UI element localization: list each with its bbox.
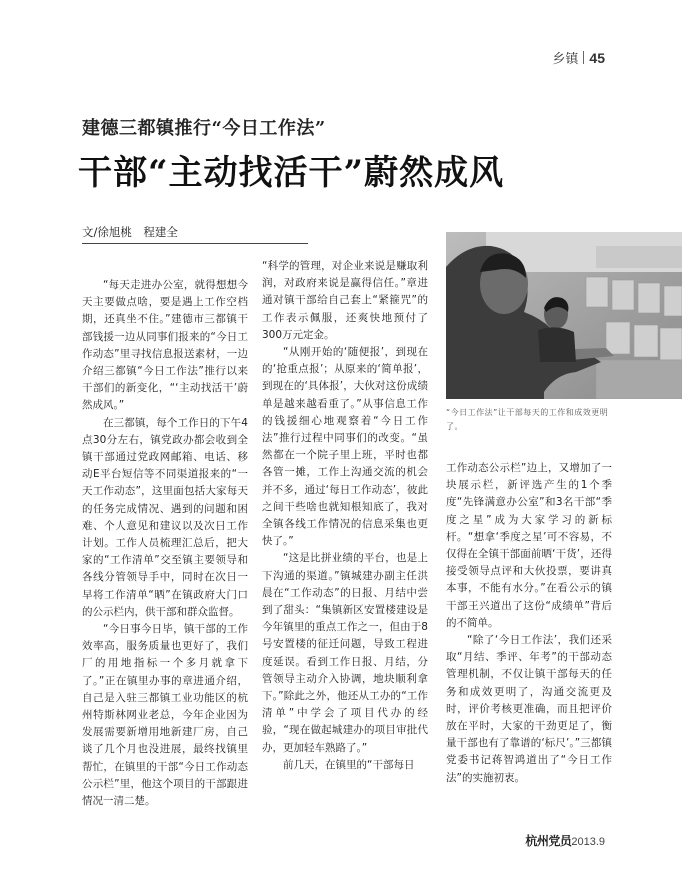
page-header <box>552 48 605 67</box>
article-byline: 文/徐旭桃 程建全 <box>82 225 178 239</box>
article-title: 干部“主动找活干”蔚然成风 <box>78 153 505 193</box>
magazine-brand: 杭州党员 <box>525 834 572 848</box>
page-footer <box>525 832 605 849</box>
article-kicker: 建德三都镇推行“今日工作法” <box>82 118 326 139</box>
text-column-3 <box>446 460 612 787</box>
issue-number: 2013.9 <box>571 836 605 848</box>
section-name: 乡镇 <box>552 52 579 67</box>
paragraph: 在三都镇，每个工作日的下午4点30分左右，镇党政办都会收到全镇干部通过党政网邮箱、电话、移动E平台短信等不同渠道报来的“一天工作动态”，这里面包括大家每天的任务完成情况、遇到的问题和困难、个人意见和建议以及次日工作计划。工作人员梳理汇总后，把大家的“工作清单”交至镇主要领导和各线分管领导手中，同时在次日一早将工作清单“晒”在镇政府大门口的公示栏内，供干部和群众监督。 <box>82 416 248 618</box>
paragraph: “科学的管理，对企业来说是赚取利润，对政府来说是赢得信任。”章进通对镇干部给自己套上“紧箍咒”的工作表示佩服，还爽快地预付了300万元定金。 <box>262 260 428 341</box>
text-column-2 <box>262 258 428 774</box>
header-divider <box>583 51 584 64</box>
page-number: 45 <box>589 50 605 66</box>
paragraph: “这是比拼业绩的平台，也是上下沟通的渠道。”镇城建办副主任洪晨在“工作动态”的日报、月结中尝到了甜头：“集镇新区安置楼建设是今年镇里的重点工作之一，但由于8号安置楼的征迁问题，导致工程进度延误。看到工作日报、月结，分管领导主动介入协调，地块顺利拿下。”除此之外，他还从工办的“工作清单”中学会了项目代办的经验，“现在做起城建办的项目审批代办，更加轻车熟路了。” <box>262 552 428 754</box>
paragraph: “今日事今日毕，镇干部的工作效率高，服务质量也更好了，我们厂的用地指标一个多月就拿下了。”正在镇里办事的章进通介绍，自己是入驻三都镇工业功能区的杭州特斯林网业老总，今年企业因为发展需要新增用地新建厂房，自己谈了几个月也没进展，最终找镇里帮忙，在镇里的干部“今日工作动态公示栏”里，他这个项目的干部跟进情况一清二楚。 <box>82 623 248 808</box>
text-column-1 <box>82 277 248 810</box>
photo-caption: “今日工作法”让干部每天的工作和成效更明了。 <box>446 408 609 431</box>
paragraph: “每天走进办公室，就得想想今天主要做点啥，要是遇上工作空档期，还真坐不住。”建德市三都镇干部钱援一边从同事们报来的“今日工作动态”里寻找信息报送素材，一边介绍三都镇“今日工作法”推行以来干部们的新变化，“‘主动找活干’蔚然成风。” <box>82 279 248 412</box>
byline-rule <box>82 243 308 244</box>
article-photo <box>446 232 682 399</box>
paragraph: “从刚开始的‘随便报’，到现在的‘抢重点报’；从原来的‘简单报’，到现在的‘具体报’，大伙对这份成绩单是越来越看重了。”从事信息工作的钱援细心地观察着“今日工作法”推行过程中同事们的改变。“虽然都在一个院子里上班，平时也都各管一摊，工作上沟通交流的机会并不多，通过‘每日工作动态’，彼此之间干些啥也就知根知底了，我对全镇各线工作情况的信息采集也更快了。” <box>262 346 428 548</box>
paragraph: 工作动态公示栏”边上，又增加了一块展示栏，新评选产生的1个季度“先锋满意办公室”和3名干部“季度之星”成为大家学习的新标杆。“想拿‘季度之星’可不容易，不仅得在全镇干部面前晒‘干货’，还得接受领导点评和大伙投票，要讲真本事，不能有水分。”在看公示的镇干部王兴道出了这份“成绩单”背后的不简单。 <box>446 462 612 629</box>
paragraph: “除了‘今日工作法’，我们还采取“月结、季评、年考”的干部动态管理机制，不仅让镇干部每天的任务和成效更明了，沟通交流更及时，评价考核更准确，而且把评价放在平时，大家的干劲更足了，衡量干部也有了靠谱的‘标尺’。”三都镇党委书记蒋智鸿道出了“今日工作法”的实施初衷。 <box>446 634 612 784</box>
paragraph: 前几天，在镇里的“干部每日 <box>283 758 415 771</box>
